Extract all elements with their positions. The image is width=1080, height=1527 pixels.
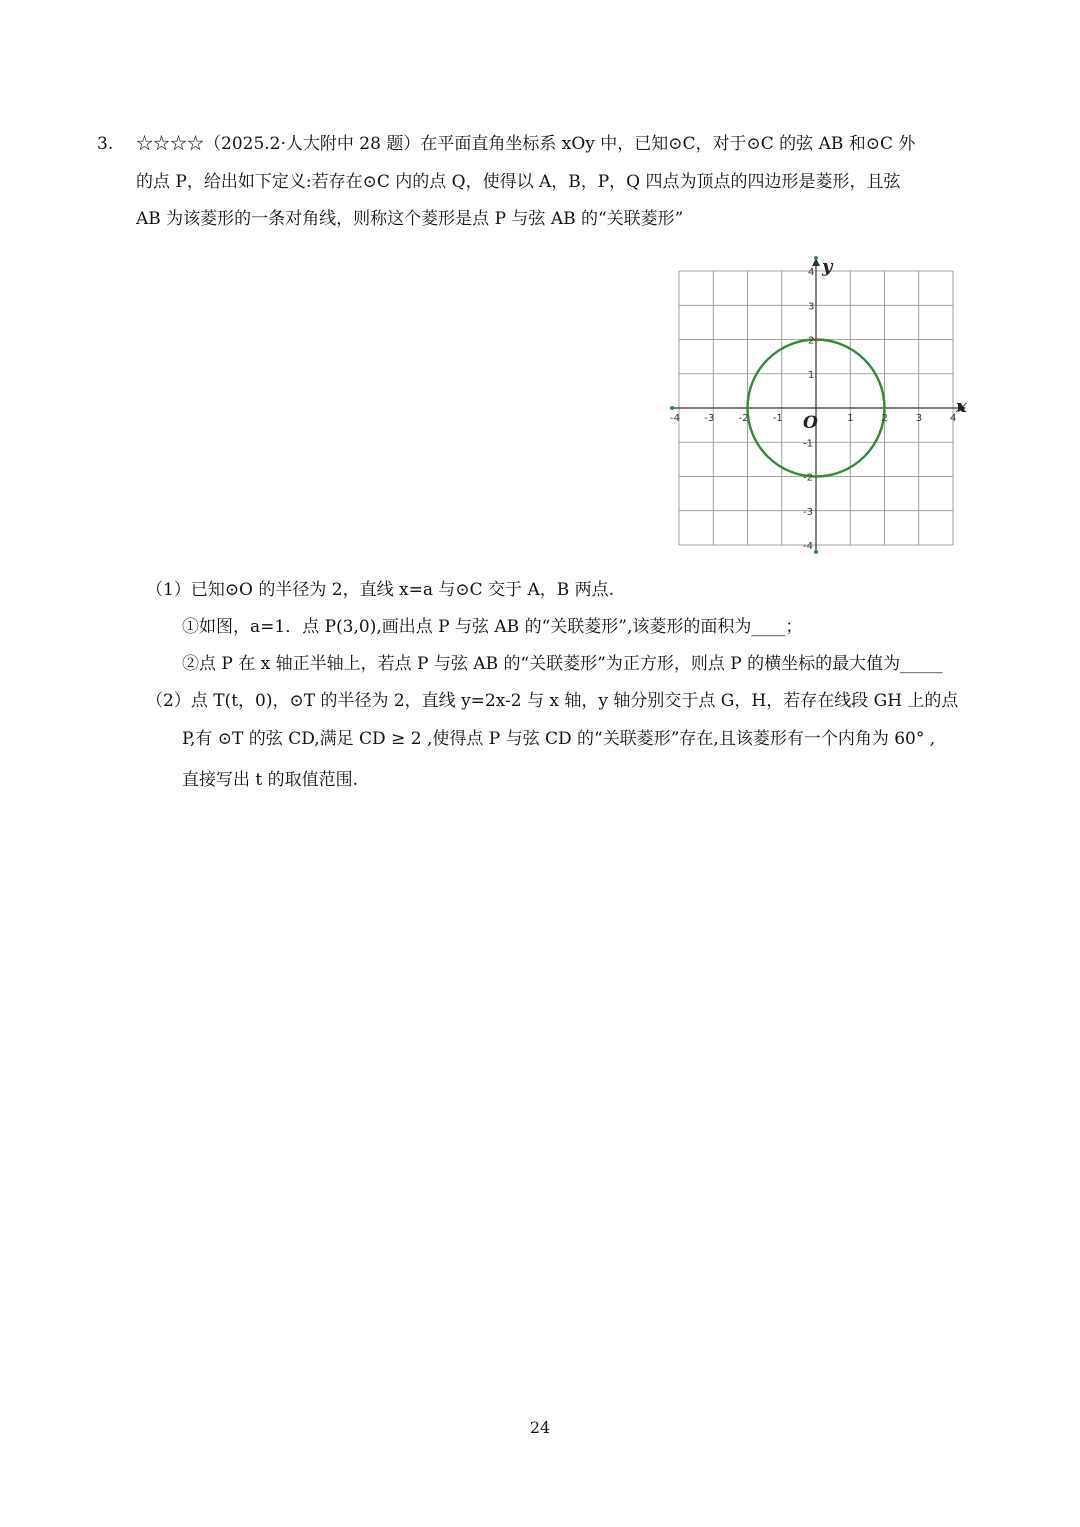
x-tick-label: 3 [915,413,923,424]
x-tick-label: -1 [772,413,783,424]
y-axis-top-dot [814,256,818,260]
x-tick-label: -4 [670,413,680,424]
axes [670,256,966,554]
part2-line-3: 直接写出 t 的取值范围. [182,770,359,790]
part1-intro: （1）已知⊙O 的半径为 2，直线 x=a 与⊙C 交于 A，B 两点. [146,580,615,600]
y-tick-label: -3 [803,506,813,518]
problem-line-1: ☆☆☆☆（2025.2·人大附中 28 题）在平面直角坐标系 xOy 中，已知⊙C，对于⊙C 的弦 AB 和⊙C 外 [136,134,916,154]
x-tick-label: 4 [950,413,957,424]
part2-line-1: （2）点 T(t，0)，⊙T 的半径为 2，直线 y=2x-2 与 x 轴，y 轴分别交于点 G，H，若存在线段 GH 上的点 [146,691,959,711]
y-tick-label: 2 [808,335,815,347]
x-axis-label: x [956,396,967,417]
y-tick-label: -1 [803,438,813,450]
x-axis-end-dot [670,406,674,410]
origin-label: O [803,413,818,433]
page-number: 24 [529,1418,551,1437]
x-tick-label: -3 [704,413,715,424]
question-number: 3. [97,134,114,154]
circle-top-point [814,338,818,342]
part2-line-2: P,有 ⊙T 的弦 CD,满足 CD ≥ 2 ,使得点 P 与弦 CD 的“关联菱形”存在,且该菱形有一个内角为 60° , [182,729,936,749]
y-axis-bottom-dot [814,550,818,554]
y-axis-label: y [822,256,833,277]
y-tick-label: 1 [808,369,815,381]
problem-line-3: AB 为该菱形的一条对角线，则称这个菱形是点 P 与弦 AB 的“关联菱形” [136,209,684,229]
coordinate-figure [664,254,974,554]
x-tick-label: 1 [847,413,854,424]
y-tick-label: -2 [803,472,813,484]
part1-sub1: ①如图，a=1．点 P(3,0),画出点 P 与弦 AB 的“关联菱形”,该菱形的面积为____； [182,617,803,637]
y-tick-label: -4 [803,541,813,552]
x-tick-label: 2 [881,413,888,424]
y-tick-label: 4 [808,267,815,278]
x-tick-label: -2 [738,413,749,424]
part1-sub2: ②点 P 在 x 轴正半轴上，若点 P 与弦 AB 的“关联菱形”为正方形，则点 P 的横坐标的最大值为_____ [182,654,943,674]
y-tick-label: 3 [808,301,815,313]
problem-line-2: 的点 P，给出如下定义:若存在⊙C 内的点 Q，使得以 A，B，P，Q 四点为顶点的四边形是菱形，且弦 [136,172,901,192]
